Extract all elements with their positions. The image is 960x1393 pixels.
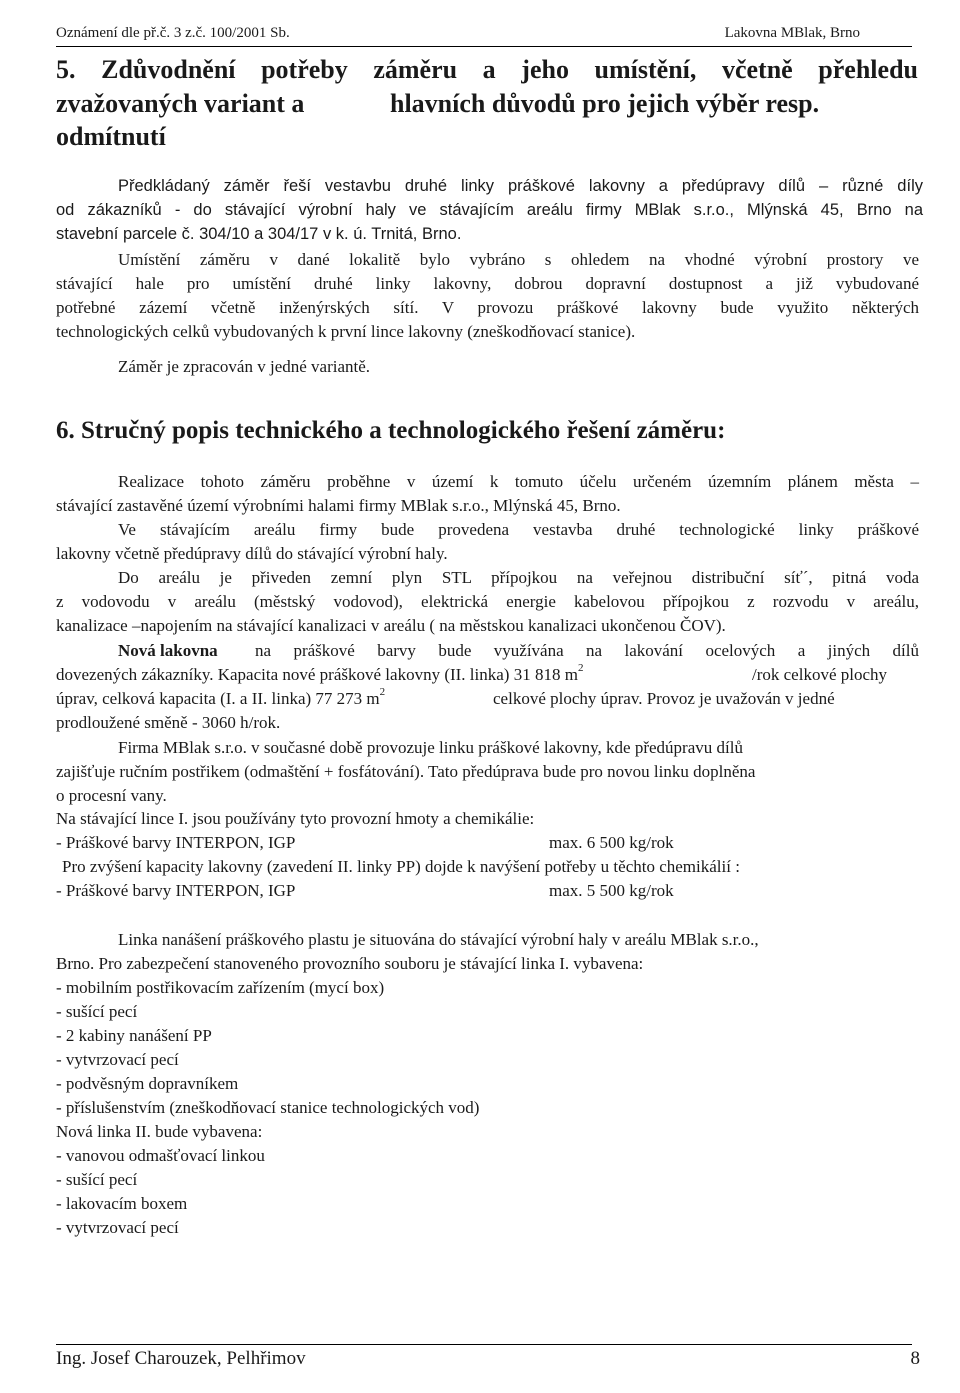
section6-g-line1: Pro zvýšení kapacity lakovny (zavedení II. linky PP) dojde k navýšení potřeby u těchto chemikálií :	[62, 857, 740, 876]
line1-item: - 2 kabiny nanášení PP	[56, 1026, 212, 1045]
header-right: Lakovna MBlak, Brno	[724, 25, 860, 41]
footer-author: Ing. Josef Charouzek, Pelhřimov	[56, 1348, 306, 1369]
section6-a-line1: Realizace tohoto záměru proběhne v území k tomuto účelu určeném územním plánem města –	[118, 472, 919, 491]
line1-item: - mobilním postřikovacím zařízením (mycí box)	[56, 978, 385, 997]
section6-c-line3: kanalizace –napojením na stávající kanalizaci v areálu ( na městskou kanalizaci ukončenou ČOV).	[56, 616, 726, 635]
section5-p2-line3: potřebné zázemí včetně inženýrských sítí. V provozu práškové lakovny bude využito některých	[56, 298, 919, 317]
section6-e-line1: Firma MBlak s.r.o. v současné době provozuje linku práškové lakovny, kde předúpravu dílů	[118, 738, 743, 757]
section5-title-line2a: zvažovaných variant a	[56, 89, 305, 118]
section6-c-line1: Do areálu je přiveden zemní plyn STL přípojkou na veřejnou distribuční síť´, pitná voda	[118, 568, 919, 587]
section5-p2-line2: stávající hale pro umístění druhé linky lakovny, dobrou dopravní dostupnost a již vybudované	[56, 274, 919, 293]
section6-b-line1: Ve stávajícím areálu firmy bude provedena vestavba druhé technologické linky práškové	[118, 520, 919, 539]
section6-a-line2: stávající zastavěné území výrobními halami firmy MBlak s.r.o., Mlýnská 45, Brno.	[56, 496, 621, 515]
section6-f-amount: max. 6 500 kg/rok	[549, 833, 674, 852]
section5-p1-line3: stavební parcele č. 304/10 a 304/17 v k. ú. Trnitá, Brno.	[56, 225, 462, 243]
line2-item: - vanovou odmašťovací linkou	[56, 1146, 265, 1165]
line1-item: - podvěsným dopravníkem	[56, 1074, 239, 1093]
section6-d-bold: Nová lakovna	[118, 641, 218, 660]
section6-d-line3-rest: celkové plochy úprav. Provoz je uvažován v jedné	[493, 689, 835, 708]
section5-title-line1: 5. Zdůvodnění potřeby záměru a jeho umístění, včetně přehledu	[56, 55, 918, 84]
section6-b-line2: lakovny včetně předúpravy dílů do stávající výrobní haly.	[56, 544, 448, 563]
section5-title-line2b: hlavních důvodů pro jejich výběr resp.	[390, 89, 820, 118]
line2-heading: Nová linka II. bude vybavena:	[56, 1122, 263, 1141]
line2-item: - lakovacím boxem	[56, 1194, 188, 1213]
section6-h-line2: Brno. Pro zabezpečení stanoveného provozního souboru je stávající linka I. vybavena:	[56, 954, 644, 973]
section6-c-line2: z vodovodu v areálu (městský vodovod), elektrická energie kabelovou přípojkou z rozvodu v areálu,	[56, 592, 919, 611]
section6-g-item: - Práškové barvy INTERPON, IGP	[56, 881, 296, 900]
line2-item: - vytvrzovací pecí	[56, 1218, 179, 1237]
section6-d-line2-rest: /rok celkové plochy	[752, 665, 888, 684]
section5-p2-line4: technologických celků vybudovaných k první lince lakovny (zneškodňovací stanice).	[56, 322, 636, 341]
section6-f-item: - Práškové barvy INTERPON, IGP	[56, 833, 296, 852]
section6-e-line3: o procesní vany.	[56, 786, 167, 805]
line1-item: - vytvrzovací pecí	[56, 1050, 179, 1069]
section5-p2-line1: Umístění záměru v dané lokalitě bylo vybráno s ohledem na vhodné výrobní prostory ve	[118, 250, 919, 269]
footer-rule	[56, 1344, 912, 1345]
header-left: Oznámení dle př.č. 3 z.č. 100/2001 Sb.	[56, 25, 290, 41]
section6-e-line2: zajišťuje ručním postřikem (odmaštění + fosfátování). Tato předúprava bude pro novou linku doplněna	[56, 762, 756, 781]
section6-d-line4: prodloužené směně - 3060 h/rok.	[56, 713, 281, 732]
section6-h-line1: Linka nanášení práškového plastu je situována do stávající výrobní haly v areálu MBlak s.r.o.,	[118, 930, 759, 949]
section6-title: 6. Stručný popis technického a technologického řešení záměru:	[56, 417, 726, 444]
section5-title-line3: odmítnutí	[56, 122, 166, 151]
section6-d-line2: dovezených zákazníky. Kapacita nové práškové lakovny (II. linka) 31 818 $m^2$	[56, 662, 584, 684]
line2-item: - sušící pecí	[56, 1170, 138, 1189]
section6-f-line1: Na stávající lince I. jsou používány tyto provozní hmoty a chemikálie:	[56, 809, 535, 828]
page-number: 8	[910, 1348, 920, 1369]
line1-item: - příslušenstvím (zneškodňovací stanice technologických vod)	[56, 1098, 480, 1117]
section5-p1-line2: od zákazníků - do stávající výrobní haly ve stávajícím areálu firmy MBlak s.r.o., Mlýnská 45, Brno na	[56, 201, 923, 219]
section5-p1-line1: Předkládaný záměr řeší vestavbu druhé linky práškové lakovny a předúpravy dílů – různé díly	[118, 177, 923, 195]
section6-d-line1: na práškové barvy bude využívána na lakování ocelových a jiných dílů	[255, 641, 919, 660]
line1-item: - sušící pecí	[56, 1002, 138, 1021]
section6-g-amount: max. 5 500 kg/rok	[549, 881, 674, 900]
section6-d-line3: úprav, celková kapacita (I. a II. linka) 77 273 $m^2$	[56, 686, 386, 708]
section5-p3: Záměr je zpracován v jedné variantě.	[118, 357, 371, 376]
header-rule	[56, 46, 912, 47]
